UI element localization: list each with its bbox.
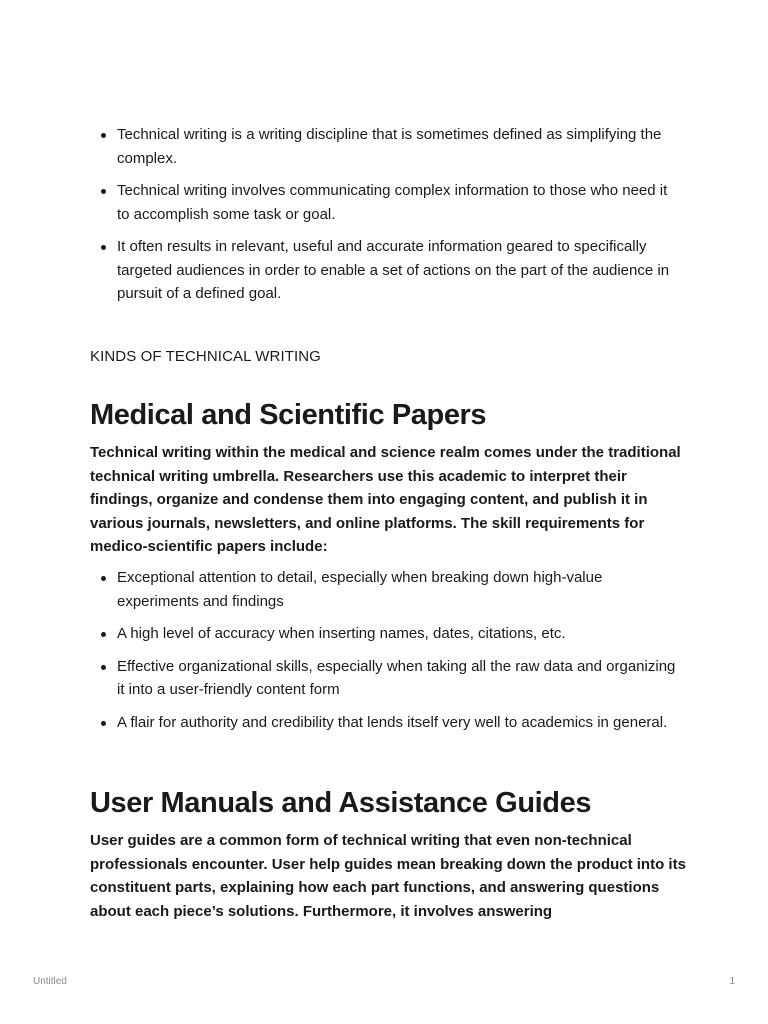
list-item: A flair for authority and credibility that lends itself very well to academics in general. <box>90 711 682 735</box>
list-item: Technical writing is a writing discipline that is sometimes defined as simplifying the complex. <box>90 123 682 170</box>
list-item: Technical writing involves communicating complex information to those who need it to accomplish some task or goal. <box>90 179 682 226</box>
intro-bullet-list <box>90 123 682 315</box>
section-label: KINDS OF TECHNICAL WRITING <box>90 348 321 365</box>
list-item: Effective organizational skills, especially when taking all the raw data and organizing it into a user-friendly content form <box>90 655 682 702</box>
medical-papers-paragraph: Technical writing within the medical and science realm comes under the traditional technical writing umbrella. Researchers use this academic to interpret their findings, organize and condense them into engaging content, and publish it in various journals, newsletters, and online platforms. The skill requirements for medico-scientific papers include: <box>90 444 681 555</box>
list-item: A high level of accuracy when inserting names, dates, citations, etc. <box>90 622 682 646</box>
list-item: It often results in relevant, useful and accurate information geared to specifically targeted audiences in order to enable a set of actions on the part of the audience in pursuit of a defined goal. <box>90 235 682 306</box>
medical-papers-heading: Medical and Scientific Papers <box>90 399 487 431</box>
footer-document-title: Untitled <box>33 976 67 987</box>
footer-page-number: 1 <box>729 976 735 987</box>
user-manuals-heading: User Manuals and Assistance Guides <box>90 787 592 819</box>
medical-skills-list <box>90 566 682 743</box>
list-item: Exceptional attention to detail, especially when breaking down high-value experiments and findings <box>90 566 682 613</box>
user-manuals-paragraph: User guides are a common form of technical writing that even non-technical professionals encounter. User help guides mean breaking down the product into its constituent parts, explaining how each part functions, and answering questions about each piece’s solutions. Furthermore, it involves answering <box>90 832 686 920</box>
